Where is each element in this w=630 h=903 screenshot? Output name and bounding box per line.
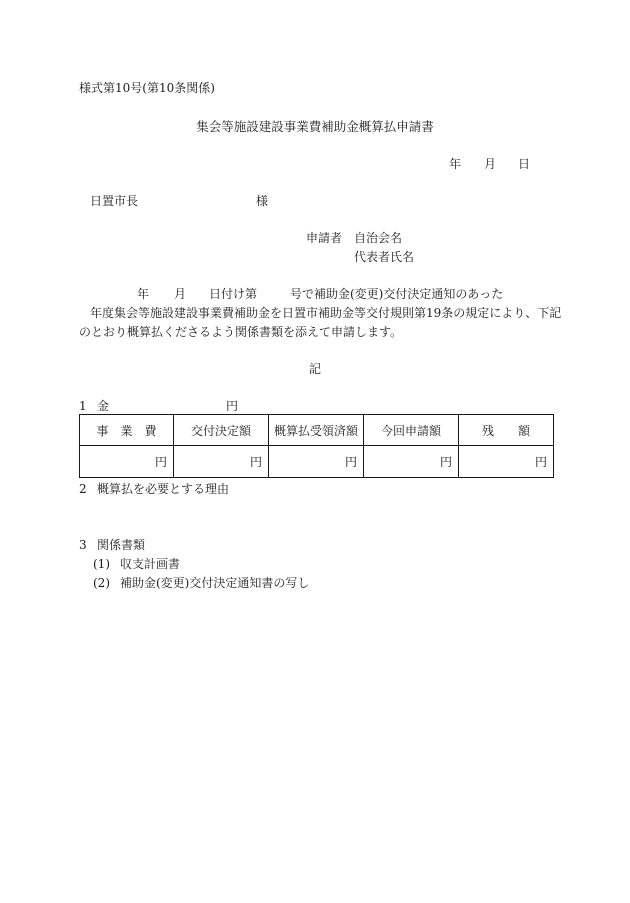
- document-list-item-2-label: 補助金(変更)交付決定通知書の写し: [120, 576, 310, 590]
- applicant-representative-label: 代表者氏名: [354, 250, 415, 264]
- addressee-name: 日置市長: [90, 194, 139, 208]
- header-current-request-amount: 今回申請額: [364, 415, 459, 446]
- addressee-honorific: 様: [256, 194, 269, 208]
- date-year-label: 年: [449, 157, 462, 171]
- cell-remaining-amount: 円: [459, 446, 554, 478]
- amount-table: [79, 414, 554, 478]
- body-text-line-2: 年度集会等施設建設事業費補助金を日置市補助金等交付規則第19条の規定により、下記: [90, 306, 562, 320]
- cell-project-cost: 円: [80, 446, 174, 478]
- body-text-line-3: のとおり概算払くださるよう関係書類を添えて申請します。: [79, 325, 403, 339]
- header-advance-received-amount: 概算払受領済額: [269, 415, 364, 446]
- body-month-label: 月: [174, 287, 187, 301]
- item3-label: 関係書類: [97, 538, 146, 552]
- cell-current-request-amount: 円: [364, 446, 459, 478]
- header-project-cost: 事 業 費: [80, 415, 174, 446]
- item1-number: 1: [79, 399, 87, 413]
- document-list-item-2-number: (2): [93, 576, 110, 590]
- item2-label: 概算払を必要とする理由: [97, 482, 230, 496]
- applicant-association-label: 自治会名: [354, 231, 403, 245]
- header-grant-decision-amount: 交付決定額: [174, 415, 269, 446]
- document-title: 集会等施設建設事業費補助金概算払申請書: [196, 119, 434, 134]
- table-header-row: [80, 415, 554, 446]
- item2-number: 2: [79, 482, 87, 496]
- header-remaining-amount: 残 額: [459, 415, 554, 446]
- document-list-item-1-number: (1): [93, 557, 110, 571]
- applicant-label: 申請者: [306, 231, 343, 245]
- cell-advance-received-amount: 円: [269, 446, 364, 478]
- body-day-label: 日付け第: [209, 287, 258, 301]
- document-list-item-1-label: 収支計画書: [120, 557, 181, 571]
- ki-heading: 記: [308, 362, 321, 376]
- cell-grant-decision-amount: 円: [174, 446, 269, 478]
- form-number: 様式第10号(第10条関係): [79, 81, 215, 95]
- date-month-label: 月: [484, 157, 497, 171]
- item1-yen-unit: 円: [226, 399, 239, 413]
- date-day-label: 日: [518, 157, 531, 171]
- item1-label: 金: [97, 399, 110, 413]
- body-year-label: 年: [137, 287, 150, 301]
- table-row: [80, 446, 554, 478]
- body-notice-number-text: 号で補助金(変更)交付決定通知のあった: [290, 287, 504, 301]
- item3-number: 3: [79, 538, 87, 552]
